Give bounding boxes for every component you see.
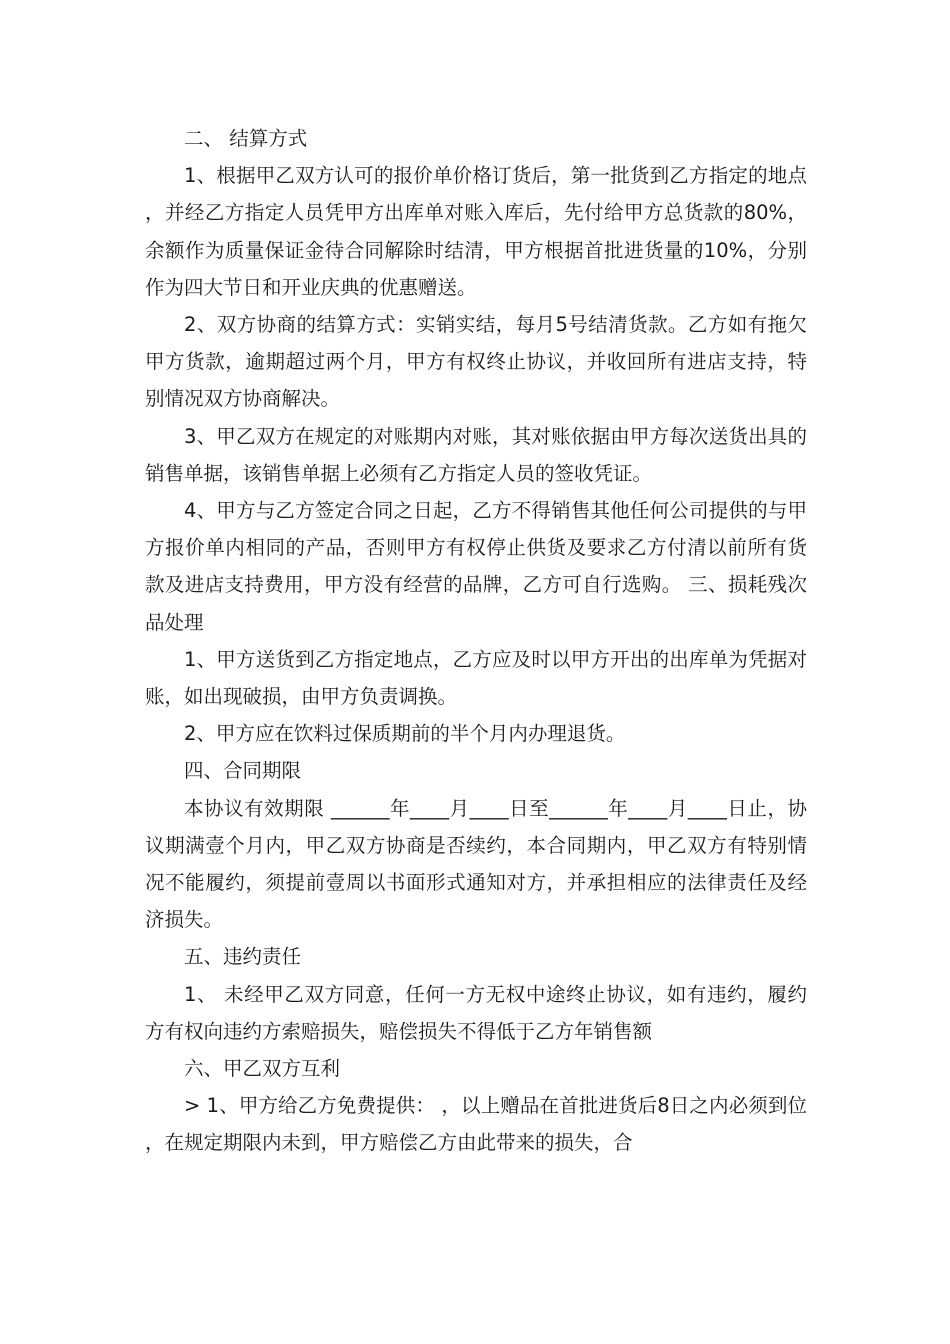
- paragraph: 本协议有效期限 ______年____月____日至______年____月____日止，协议期满壹个月内，甲乙双方协商是否续约，本合同期内，甲乙双方有特别情况不能履约，须提前壹周以书面形式通知对方，并承担相应的法律责任及经济损失。: [145, 796, 807, 932]
- paragraph: 1、 未经甲乙双方同意，任何一方无权中途终止协议，如有违约，履约方有权向违约方索赔损失，赔偿损失不得低于乙方年销售额: [145, 982, 807, 1043]
- paragraph: > 1、甲方给乙方免费提供： ，以上赠品在首批进货后8日之内必须到位，在规定期限内未到，甲方赔偿乙方由此带来的损失，合: [145, 1094, 807, 1155]
- document-body: [145, 120, 807, 1162]
- paragraph: 2、双方协商的结算方式：实销实结，每月5号结清货款。乙方如有拖欠甲方货款，逾期超过两个月，甲方有权终止协议，并收回所有进店支持，特别情况双方协商解决。: [145, 313, 807, 411]
- section-heading-mutual-benefit: 六、甲乙双方互利: [184, 1057, 341, 1081]
- paragraph: 1、甲方送货到乙方指定地点，乙方应及时以甲方开出的出库单为凭据对账，如出现破损，由甲方负责调换。: [145, 647, 807, 709]
- section-heading-term: 四、合同期限: [184, 759, 302, 783]
- paragraph: 3、甲乙双方在规定的对账期内对账，其对账依据由甲方每次送货出具的销售单据，该销售单据上必须有乙方指定人员的签收凭证。: [145, 424, 807, 485]
- section-heading-liability: 五、违约责任: [184, 945, 302, 969]
- paragraph: 2、甲方应在饮料过保质期前的半个月内办理退货。: [184, 722, 626, 746]
- paragraph: 4、甲方与乙方签定合同之日起，乙方不得销售其他任何公司提供的与甲方报价单内相同的产品，否则甲方有权停止供货及要求乙方付清以前所有货款及进店支持费用，甲方没有经营的品牌，乙方可自行选购。 三、损耗残次品处理: [145, 499, 807, 634]
- paragraph: 1、根据甲乙双方认可的报价单价格订货后，第一批货到乙方指定的地点，并经乙方指定人员凭甲方出库单对账入库后，先付给甲方总货款的80%，余额作为质量保证金待合同解除时结清，甲方根据首批进货量的10%，分别作为四大节日和开业庆典的优惠赠送。: [145, 164, 807, 299]
- section-heading-settlement: 二、 结算方式: [184, 127, 308, 150]
